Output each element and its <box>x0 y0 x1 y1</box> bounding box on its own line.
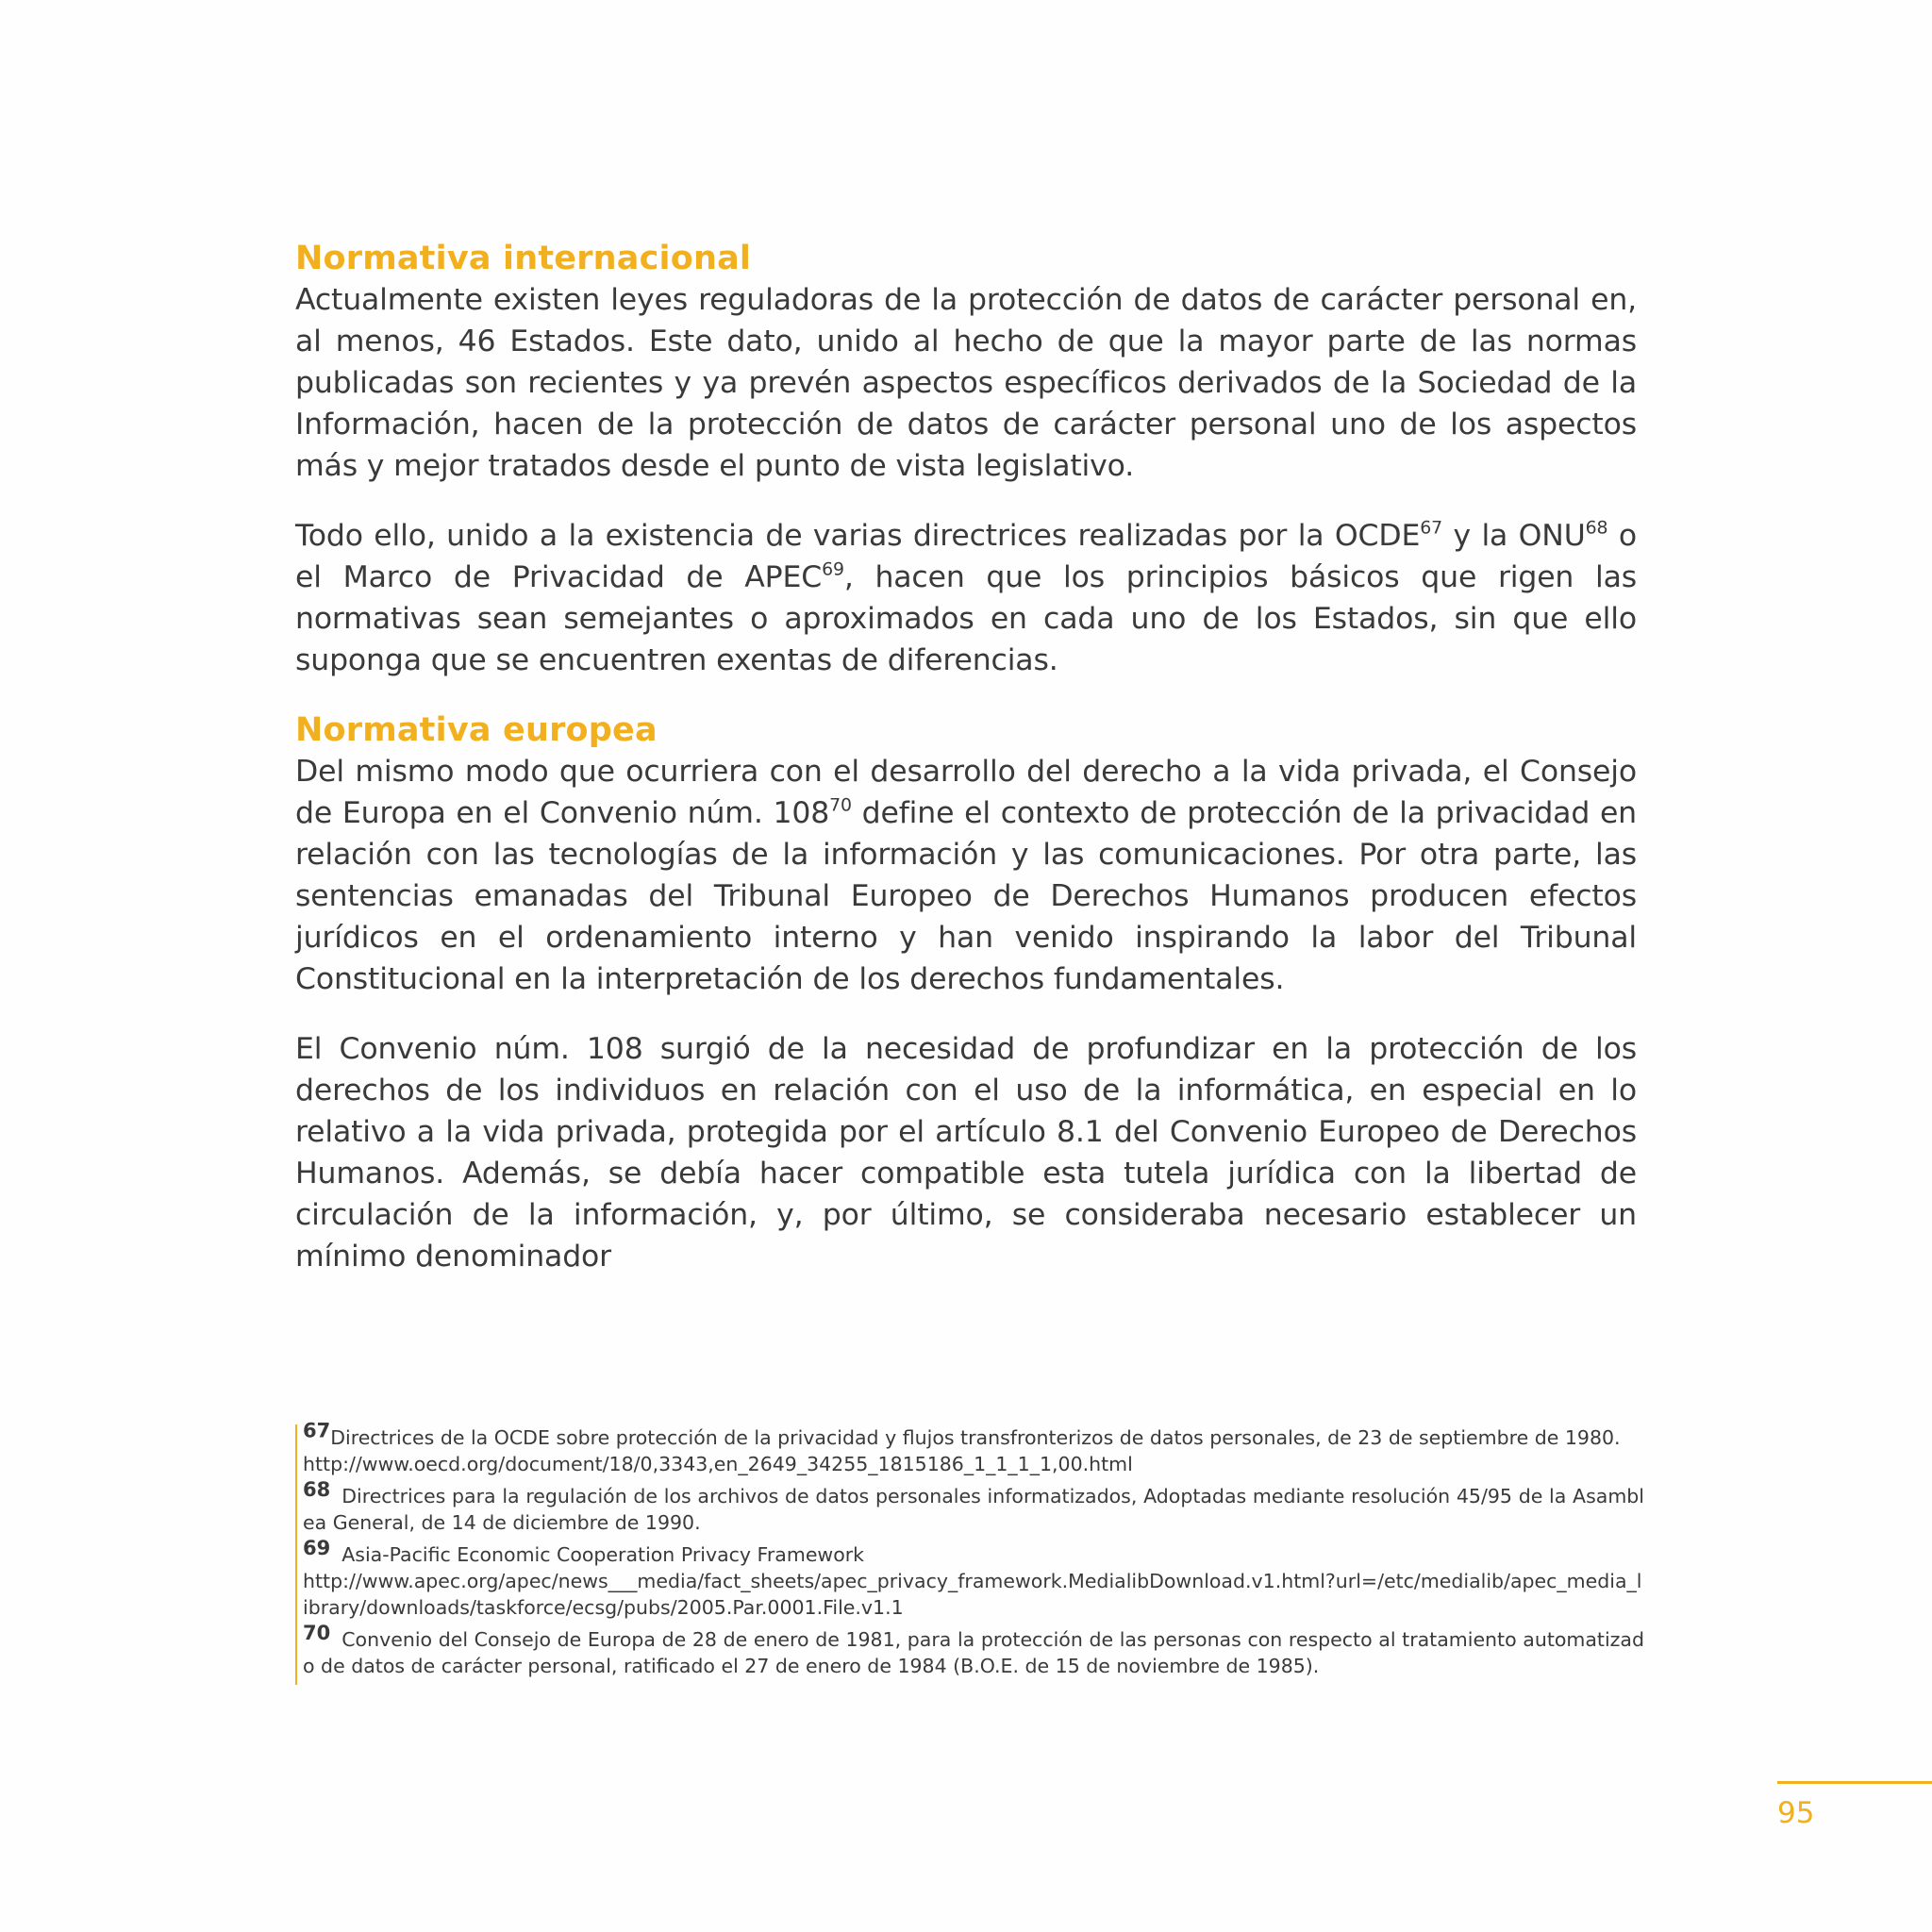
footnote-ref-67[interactable]: 67 <box>1420 517 1443 539</box>
footnote-link[interactable]: http://www.oecd.org/document/18/0,3343,en_2649_34255_1815186_1_1_1_1,00.html <box>303 1453 1133 1475</box>
paragraph-text: Del mismo modo que ocurriera con el desarrollo del derecho a la vida privada, el Consejo de Europa en el Convenio núm. 108 <box>295 755 1637 830</box>
footnote-68 <box>303 1477 1644 1536</box>
footnote-ref-70[interactable]: 70 <box>829 794 852 816</box>
footnote-text: Asia-Pacific Economic Cooperation Privacy Framework <box>341 1543 865 1566</box>
footnote-number: 68 <box>303 1477 331 1501</box>
footnote-text: Directrices de la OCDE sobre protección de la privacidad y flujos transfronterizos de datos personales, de 23 de septiembre de 1980. <box>330 1426 1621 1449</box>
page-number: 95 <box>1777 1796 1815 1830</box>
page-number-rule <box>1777 1781 1932 1784</box>
section-heading-normativa-internacional: Normativa internacional <box>295 240 752 277</box>
footnote-text: Convenio del Consejo de Europa de 28 de enero de 1981, para la protección de las personas con respecto al tratamiento automatizado de datos de carácter personal, ratificado el 27 de enero de 1984 (B.O.E. de 15 de noviembre de 1985). <box>303 1628 1644 1677</box>
paragraph-text: , hacen que los principios básicos que rigen las normativas sean semejantes o aproximados en cada uno de los Estados, sin que ello suponga que se encuentren exentas de diferencias. <box>295 560 1637 677</box>
footnote-69 <box>303 1536 1644 1621</box>
section-heading-normativa-europea: Normativa europea <box>295 711 658 749</box>
footnote-number: 70 <box>303 1621 331 1644</box>
paragraph-eu-1 <box>295 751 1637 1000</box>
paragraph-text: Todo ello, unido a la existencia de varias directrices realizadas por la OCDE <box>295 519 1421 553</box>
paragraph-intl-1: Actualmente existen leyes reguladoras de la protección de datos de carácter personal en, al menos, 46 Estados. Este dato, unido al hecho de que la mayor parte de las normas publicadas son recientes y ya prevén aspectos específicos derivados de la Sociedad de la Información, hacen de la protección de datos de carácter personal uno de los aspectos más y mejor tratados desde el punto de vista legislativo. <box>295 283 1637 483</box>
paragraph-text: define el contexto de protección de la privacidad en relación con las tecnologías de la información y las comunicaciones. Por otra parte, las sentencias emanadas del Tribunal Europeo de Derechos Humanos producen efectos jurídicos en el ordenamiento interno y han venido inspirando la labor del Tribunal Constitucional en la interpretación de los derechos fundamentales. <box>295 796 1637 996</box>
paragraph-text: y la ONU <box>1442 519 1586 553</box>
footnote-number: 69 <box>303 1536 331 1559</box>
paragraph-intl-2 <box>295 515 1637 681</box>
footnote-70 <box>303 1621 1644 1679</box>
footnote-ref-69[interactable]: 69 <box>822 558 844 580</box>
paragraph-eu-2: El Convenio núm. 108 surgió de la necesidad de profundizar en la protección de los derechos de los individuos en relación con el uso de la informática, en especial en lo relativo a la vida privada, protegida por el artículo 8.1 del Convenio Europeo de Derechos Humanos. Además, se debía hacer compatible esta tutela jurídica con la libertad de circulación de la información, y, por último, se consideraba necesario establecer un mínimo denominador <box>295 1032 1637 1274</box>
footnote-text: Directrices para la regulación de los archivos de datos personales informatizados, Adoptadas mediante resolución 45/95 de la Asamblea General, de 14 de diciembre de 1990. <box>303 1485 1644 1534</box>
main-content <box>295 238 1637 1306</box>
footnote-link[interactable]: http://www.apec.org/apec/news___media/fact_sheets/apec_privacy_framework.MedialibDownload.v1.html?url=/etc/medialib/apec_media_library/downloads/taskforce/ecsg/pubs/2005.Par.0001.File.v1.1 <box>303 1570 1642 1619</box>
footnote-67 <box>303 1419 1644 1477</box>
footnote-ref-68[interactable]: 68 <box>1585 517 1608 539</box>
paragraph-text: o el Marco de Privacidad de APEC <box>295 519 1637 594</box>
footnotes <box>295 1419 1644 1685</box>
footnote-number: 67 <box>303 1419 331 1442</box>
